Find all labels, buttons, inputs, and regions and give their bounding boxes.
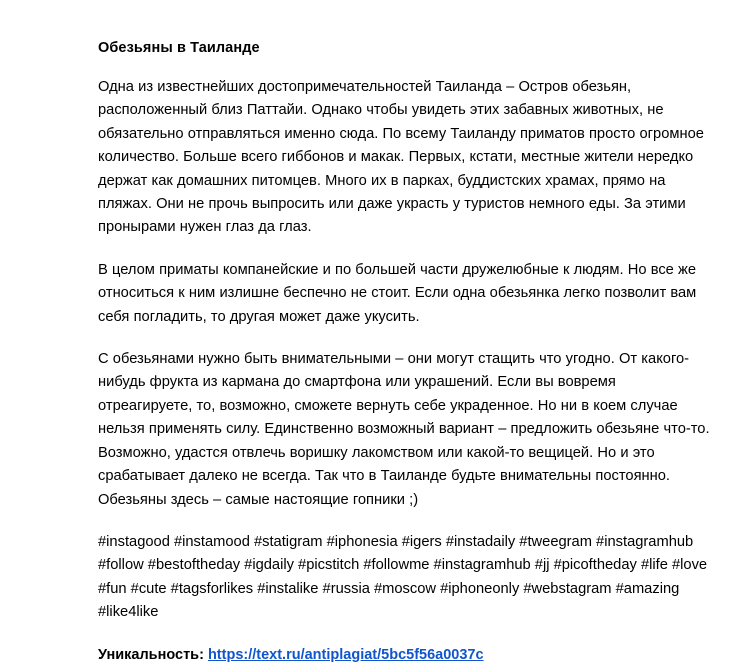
paragraph-behaviour: В целом приматы компанейские и по большей части дружелюбные к людям. Но все же относиться к ним излишне беспечно не стоит. Если одна обезьянка легко позволит вам себя погладить, то другая может даже укусить. [98,261,697,325]
uniqueness-line [98,644,710,666]
paragraph-intro: Одна из известнейших достопримечательностей Таиланда – Остров обезьян, расположенный близ Паттайи. Однако чтобы увидеть этих забавных животных, не обязательно отправляться именно сюда. По всему Таиланду приматов просто огромное количество. Больше всего гиббонов и макак. Первых, кстати, местные жители нередко держат как домашних питомцев. Много их в парках, буддистских храмах, прямо на пляжах. Они не прочь выпросить или даже украсть у туристов немного еды. За этими пронырами нужен глаз да глаз. [98,79,704,236]
document-body [98,38,710,666]
paragraph-warnings: С обезьянами нужно быть внимательными – они могут стащить что угодно. От какого-нибудь фрукта из кармана до смартфона или украшений. Если вы вовремя отреагируете, то, возможно, сможете вернуть себе украденное. Но ни в коем случае нельзя применять силу. Единственно возможный вариант – предложить обезьяне что-то. Возможно, удастся отвлечь воришку лакомством или какой-то вещицей. Но и это срабатывает далеко не всегда. Так что в Таиланде будьте внимательны постоянно. Обезьяны здесь – самые настоящие гопники ;) [98,351,710,508]
page-title: Обезьяны в Таиланде [98,40,260,56]
uniqueness-label: Уникальность: [98,646,204,663]
hashtags-block: #instagood #instamood #statigram #iphonesia #igers #instadaily #tweegram #instagramhub #follow #bestoftheday #igdaily #picstitch #followme #instagramhub #jj #picoftheday #life #love #fun #cute #tagsforlikes #instalike #russia #moscow #iphoneonly #webstagram #amazing #like4like [98,533,708,621]
uniqueness-link[interactable]: https://text.ru/antiplagiat/5bc5f56a0037c [207,646,484,663]
